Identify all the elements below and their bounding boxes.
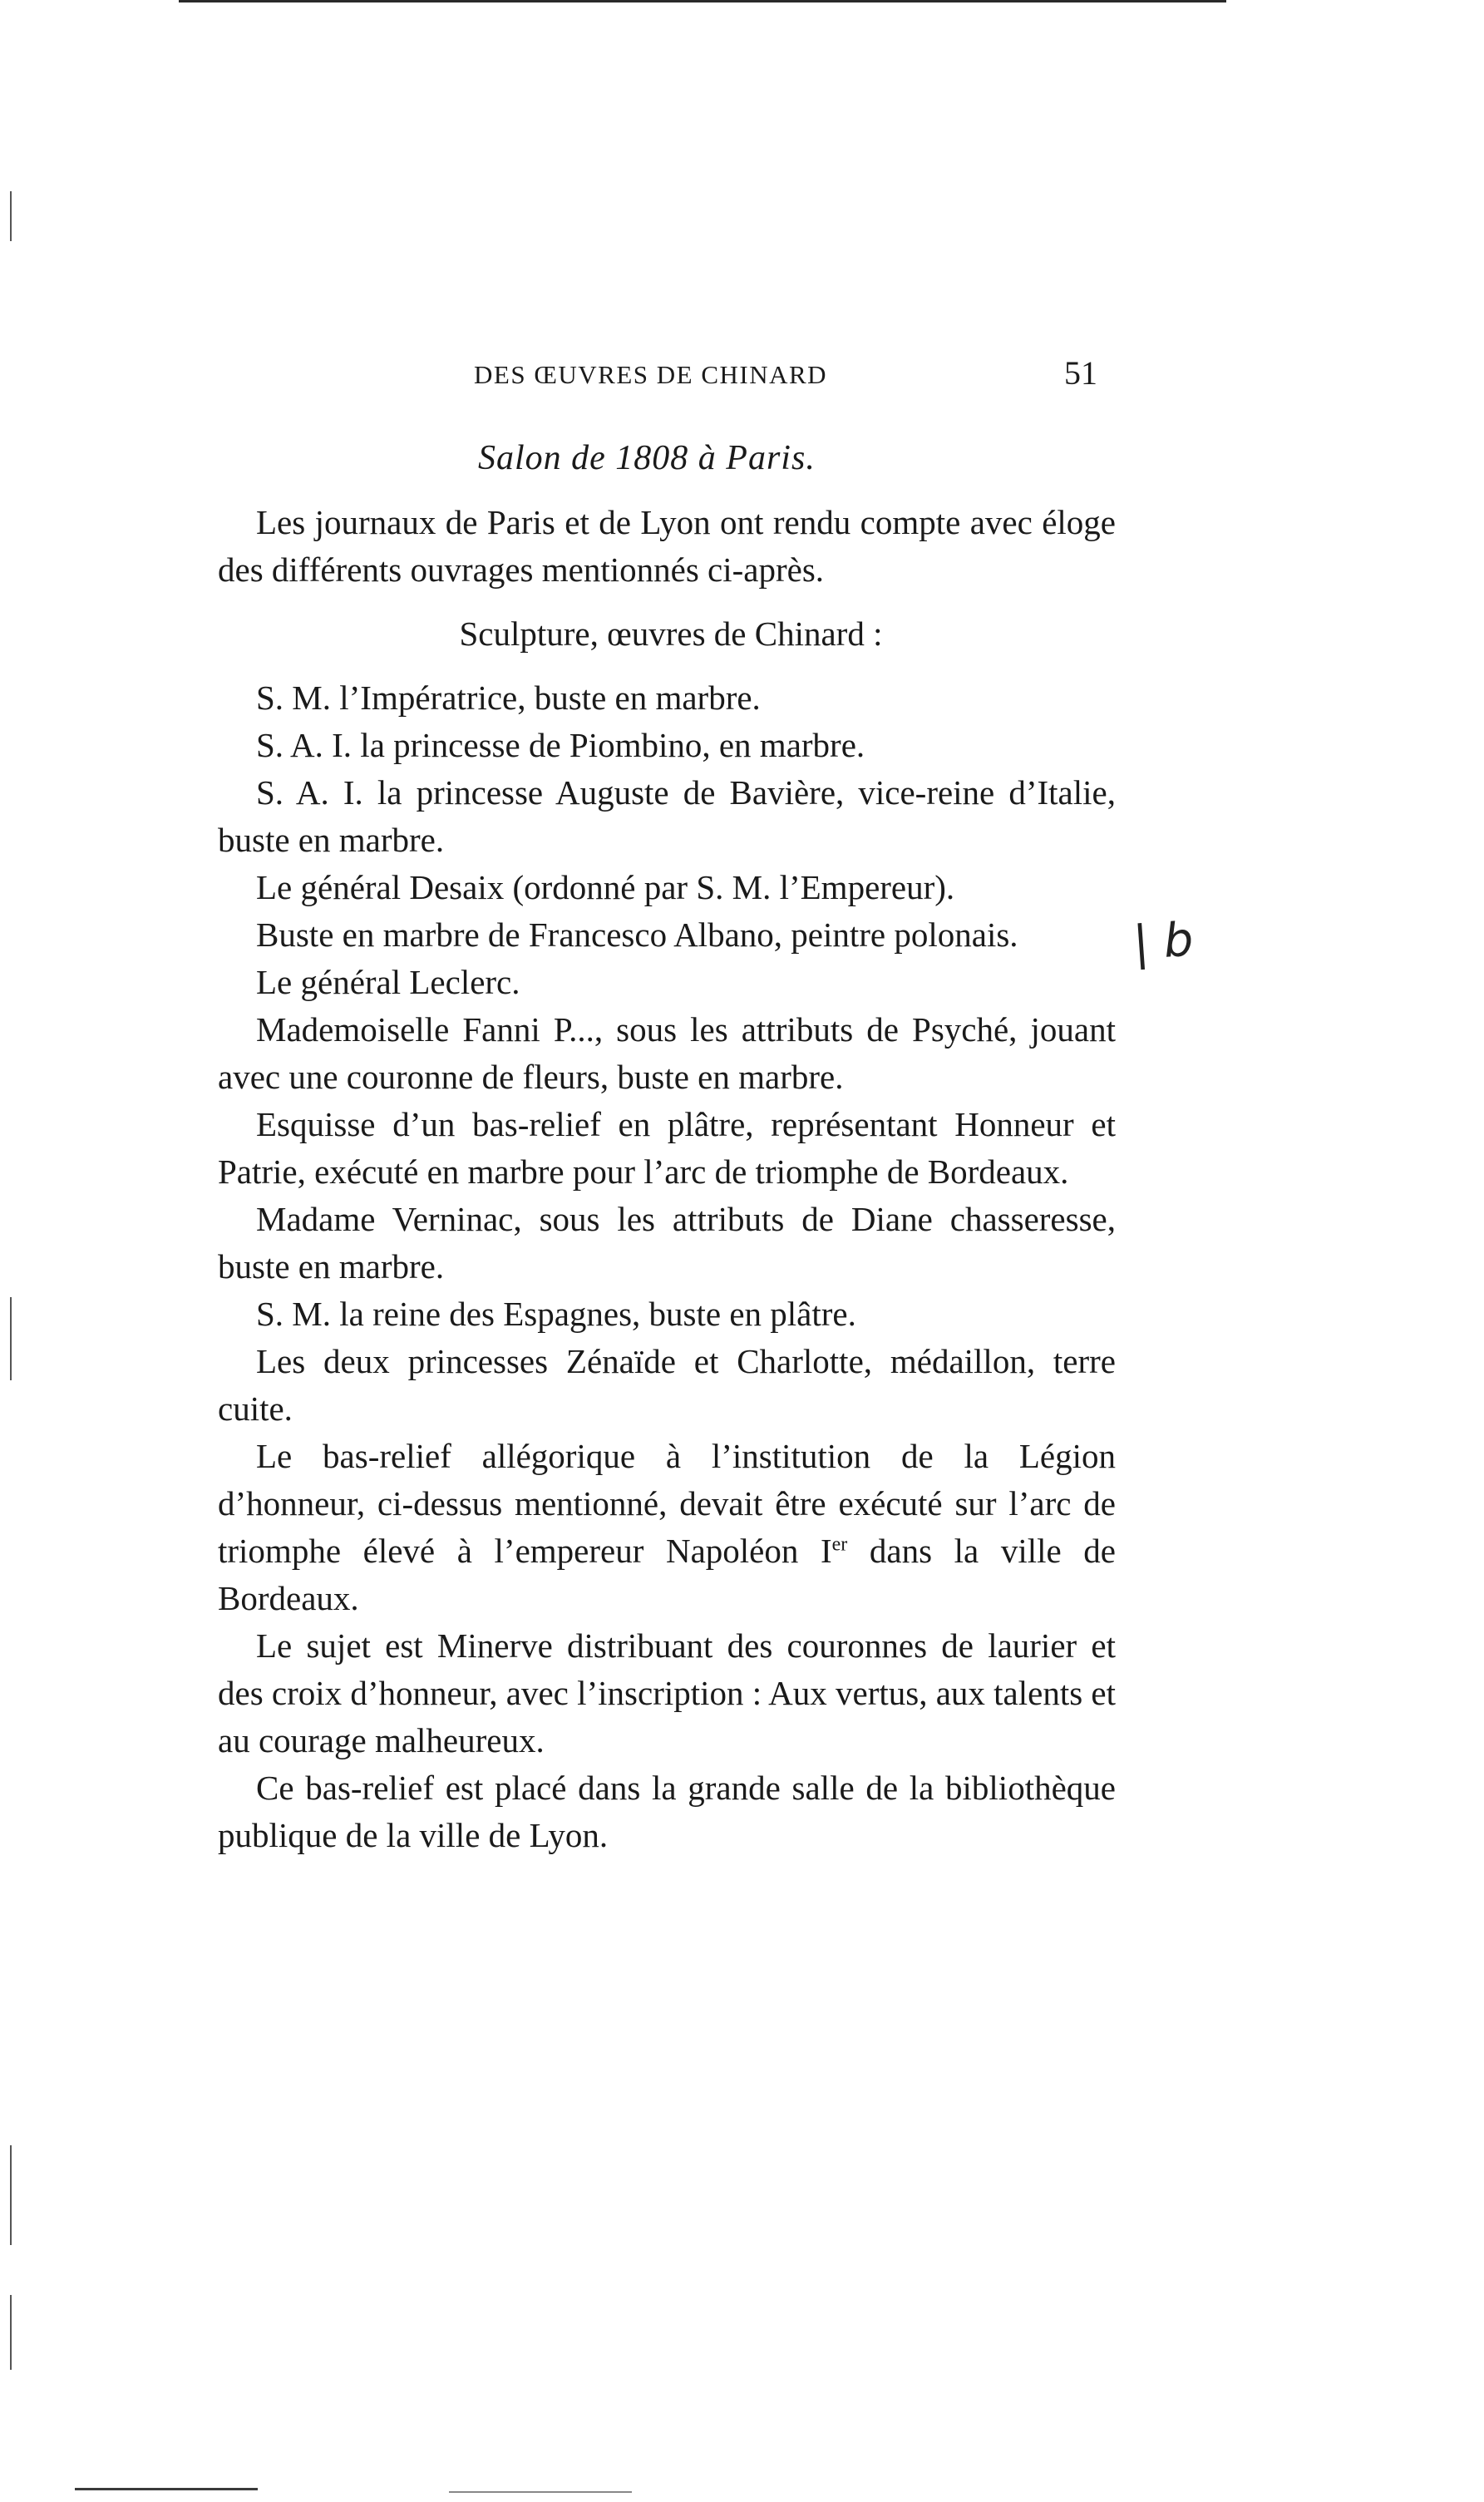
handwritten-annotation: | b xyxy=(1131,912,1196,971)
page-header xyxy=(224,353,1114,395)
intro-paragraph: Les journaux de Paris et de Lyon ont rendu compte avec éloge des différents ouvrages mentionnés ci-après. xyxy=(218,503,1116,589)
entry-fanni: Mademoiselle Fanni P..., sous les attributs de Psyché, jouant avec une couronne de fleurs, buste en marbre. xyxy=(218,1010,1116,1096)
page-number: 51 xyxy=(1064,354,1097,392)
running-head: DES ŒUVRES DE CHINARD xyxy=(474,360,828,389)
edge-mark xyxy=(10,191,12,241)
bas-relief-paragraph xyxy=(218,1433,1116,1622)
subheading: Sculpture, œuvres de Chinard : xyxy=(459,614,883,653)
entry-piombino: S. A. I. la princesse de Piombino, en marbre. xyxy=(256,726,865,764)
minerve-paragraph: Le sujet est Minerve distribuant des couronnes de laurier et des croix d’honneur, avec l’inscription : Aux vertus, aux talents et au courage malheureux. xyxy=(218,1626,1117,1759)
bottom-rule xyxy=(75,2488,258,2490)
bas-relief-text-end: dans la ville de Bordeaux. xyxy=(218,1532,1117,1617)
location-paragraph: Ce bas-relief est placé dans la grande salle de la bibliothèque publique de la ville de Lyon. xyxy=(218,1769,1116,1854)
edge-mark xyxy=(10,2145,12,2245)
bas-relief-text: Le bas-relief allégorique à l’institution de la Légion d’honneur, ci-dessus mentionné, devait être exécuté sur l’arc de triomphe élevé à l’empereur Napoléon I xyxy=(218,1437,1116,1570)
entry-auguste: S. A. I. la princesse Auguste de Bavière, vice-reine d’Italie, buste en marbre. xyxy=(218,773,1116,859)
body-text xyxy=(218,499,1116,1859)
edge-mark xyxy=(10,1297,12,1380)
entry-desaix: Le général Desaix (ordonné par S. M. l’Empereur). xyxy=(256,868,955,906)
entry-imperatrice: S. M. l’Impératrice, buste en marbre. xyxy=(256,679,761,717)
section-title: Salon de 1808 à Paris. xyxy=(478,439,816,477)
entry-espagnes: S. M. la reine des Espagnes, buste en plâtre. xyxy=(256,1295,856,1333)
entry-verninac: Madame Verninac, sous les attributs de Diane chasseresse, buste en marbre. xyxy=(218,1200,1116,1286)
top-rule xyxy=(179,0,1226,2)
entry-princesses: Les deux princesses Zénaïde et Charlotte, médaillon, terre cuite. xyxy=(218,1342,1116,1428)
edge-mark xyxy=(10,2295,12,2370)
bottom-rule xyxy=(449,2491,632,2493)
entry-albano: Buste en marbre de Francesco Albano, peintre polonais. xyxy=(256,915,1018,954)
entry-leclerc: Le général Leclerc. xyxy=(256,963,520,1001)
entry-esquisse: Esquisse d’un bas-relief en plâtre, représentant Honneur et Patrie, exécuté en marbre pour l’arc de triomphe de Bordeaux. xyxy=(218,1105,1116,1191)
ordinal-superscript: er xyxy=(831,1533,848,1556)
